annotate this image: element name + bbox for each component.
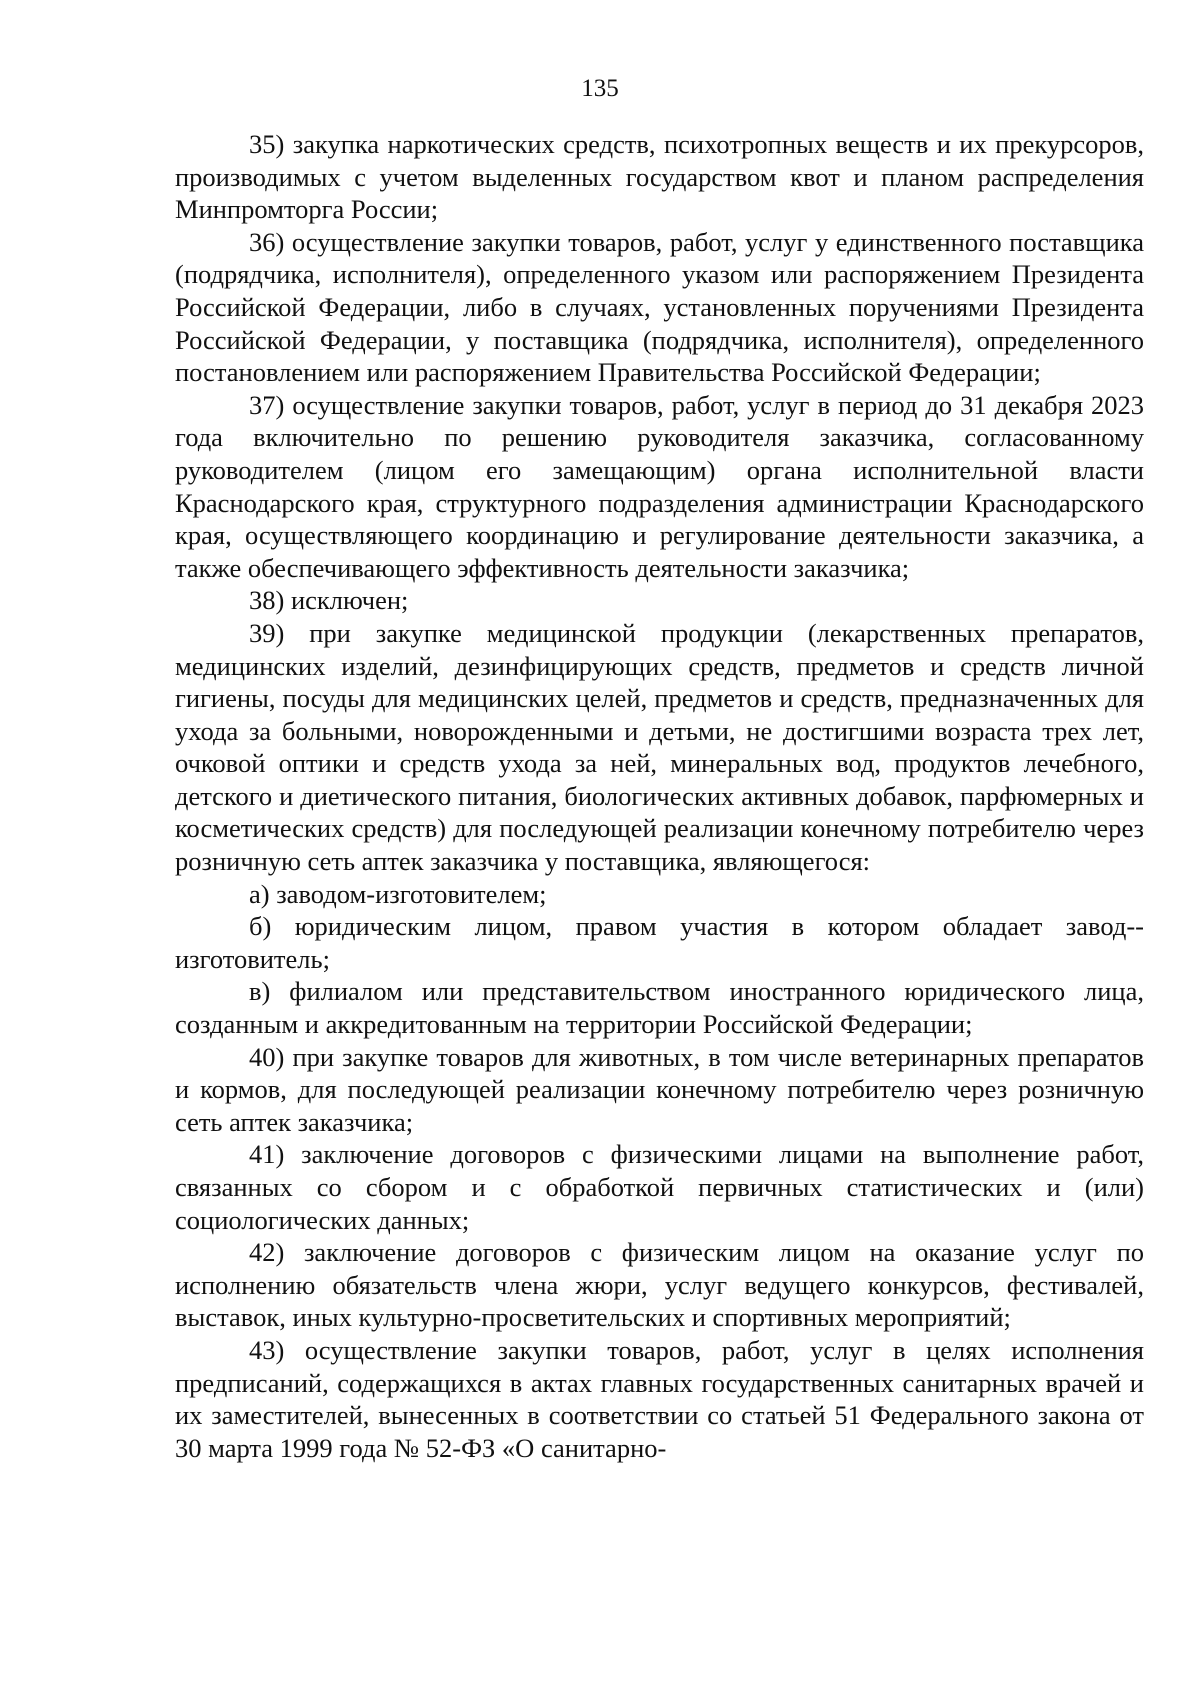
paragraph-item-41: 41) заключение договоров с физическими лицами на выполнение работ, связанных со сбором и с обработкой первичных статистических и (или) социологических данных; — [175, 1139, 1144, 1235]
paragraph-item-42: 42) заключение договоров с физическим лицом на оказание услуг по исполнению обязательств члена жюри, услуг ведущего конкурсов, фестивалей, выставок, иных культурно-просветительских и спортивных мероприятий; — [175, 1237, 1144, 1333]
paragraph-item-37: 37) осуществление закупки товаров, работ, услуг в период до 31 декабря 2023 года включительно по решению руководителя заказчика, согласованному руководителем (лицом его замещающим) органа исполнительной власти Краснодарского края, структурного подразделения администрации Краснодарского края, осуществляющего координацию и регулирование деятельности заказчика, а также обеспечивающего эффективность деятельности заказчика; — [175, 389, 1144, 583]
paragraph-item-43: 43) осуществление закупки товаров, работ, услуг в целях исполнения предписаний, содержащихся в актах главных государственных санитарных врачей и их заместителей, вынесенных в соответствии со статьей 51 Федерального закона от 30 марта 1999 года № 52-ФЗ «О санитарно- — [175, 1334, 1144, 1463]
paragraph-item-38: 38) исключен; — [249, 585, 409, 616]
paragraph-item-35: 35) закупка наркотических средств, психотропных веществ и их прекурсоров, производимых с учетом выделенных государством квот и планом распределения Минпромторга России; — [175, 129, 1144, 225]
paragraph-subitem-v: в) филиалом или представительством иностранного юридического лица, созданным и аккредитованным на территории Российской Федерации; — [175, 976, 1144, 1040]
paragraph-item-40: 40) при закупке товаров для животных, в том числе ветеринарных препаратов и кормов, для последующей реализации конечному потребителю через розничную сеть аптек заказчика; — [175, 1041, 1144, 1137]
paragraph-subitem-a: а) заводом-изготовителем; — [249, 878, 547, 909]
paragraph-item-39: 39) при закупке медицинской продукции (лекарственных препаратов, медицинских изделий, дезинфицирующих средств, предметов и средств личной гигиены, посуды для медицинских целей, предметов и средств, предназначенных для ухода за больными, новорожденными и детьми, не достигшими возраста трех лет, очковой оптики и средств ухода за ней, минеральных вод, продуктов лечебного, детского и диетического питания, биологических активных добавок, парфюмерных и косметических средств) для последующей реализации конечному потребителю через розничную сеть аптек заказчика у поставщика, являющегося: — [175, 617, 1144, 877]
paragraph-subitem-b: б) юридическим лицом, правом участия в котором обладает завод-изготовитель; — [175, 911, 1144, 974]
page-number: 135 — [581, 75, 619, 102]
document-body — [175, 128, 1144, 1464]
paragraph-item-36: 36) осуществление закупки товаров, работ, услуг у единственного поставщика (подрядчика, исполнителя), определенного указом или распоряжением Президента Российской Федерации, либо в случаях, установленных поручениями Президента Российской Федерации, у поставщика (подрядчика, исполнителя), определенного постановлением или распоряжением Правительства Российской Федерации; — [175, 226, 1144, 388]
